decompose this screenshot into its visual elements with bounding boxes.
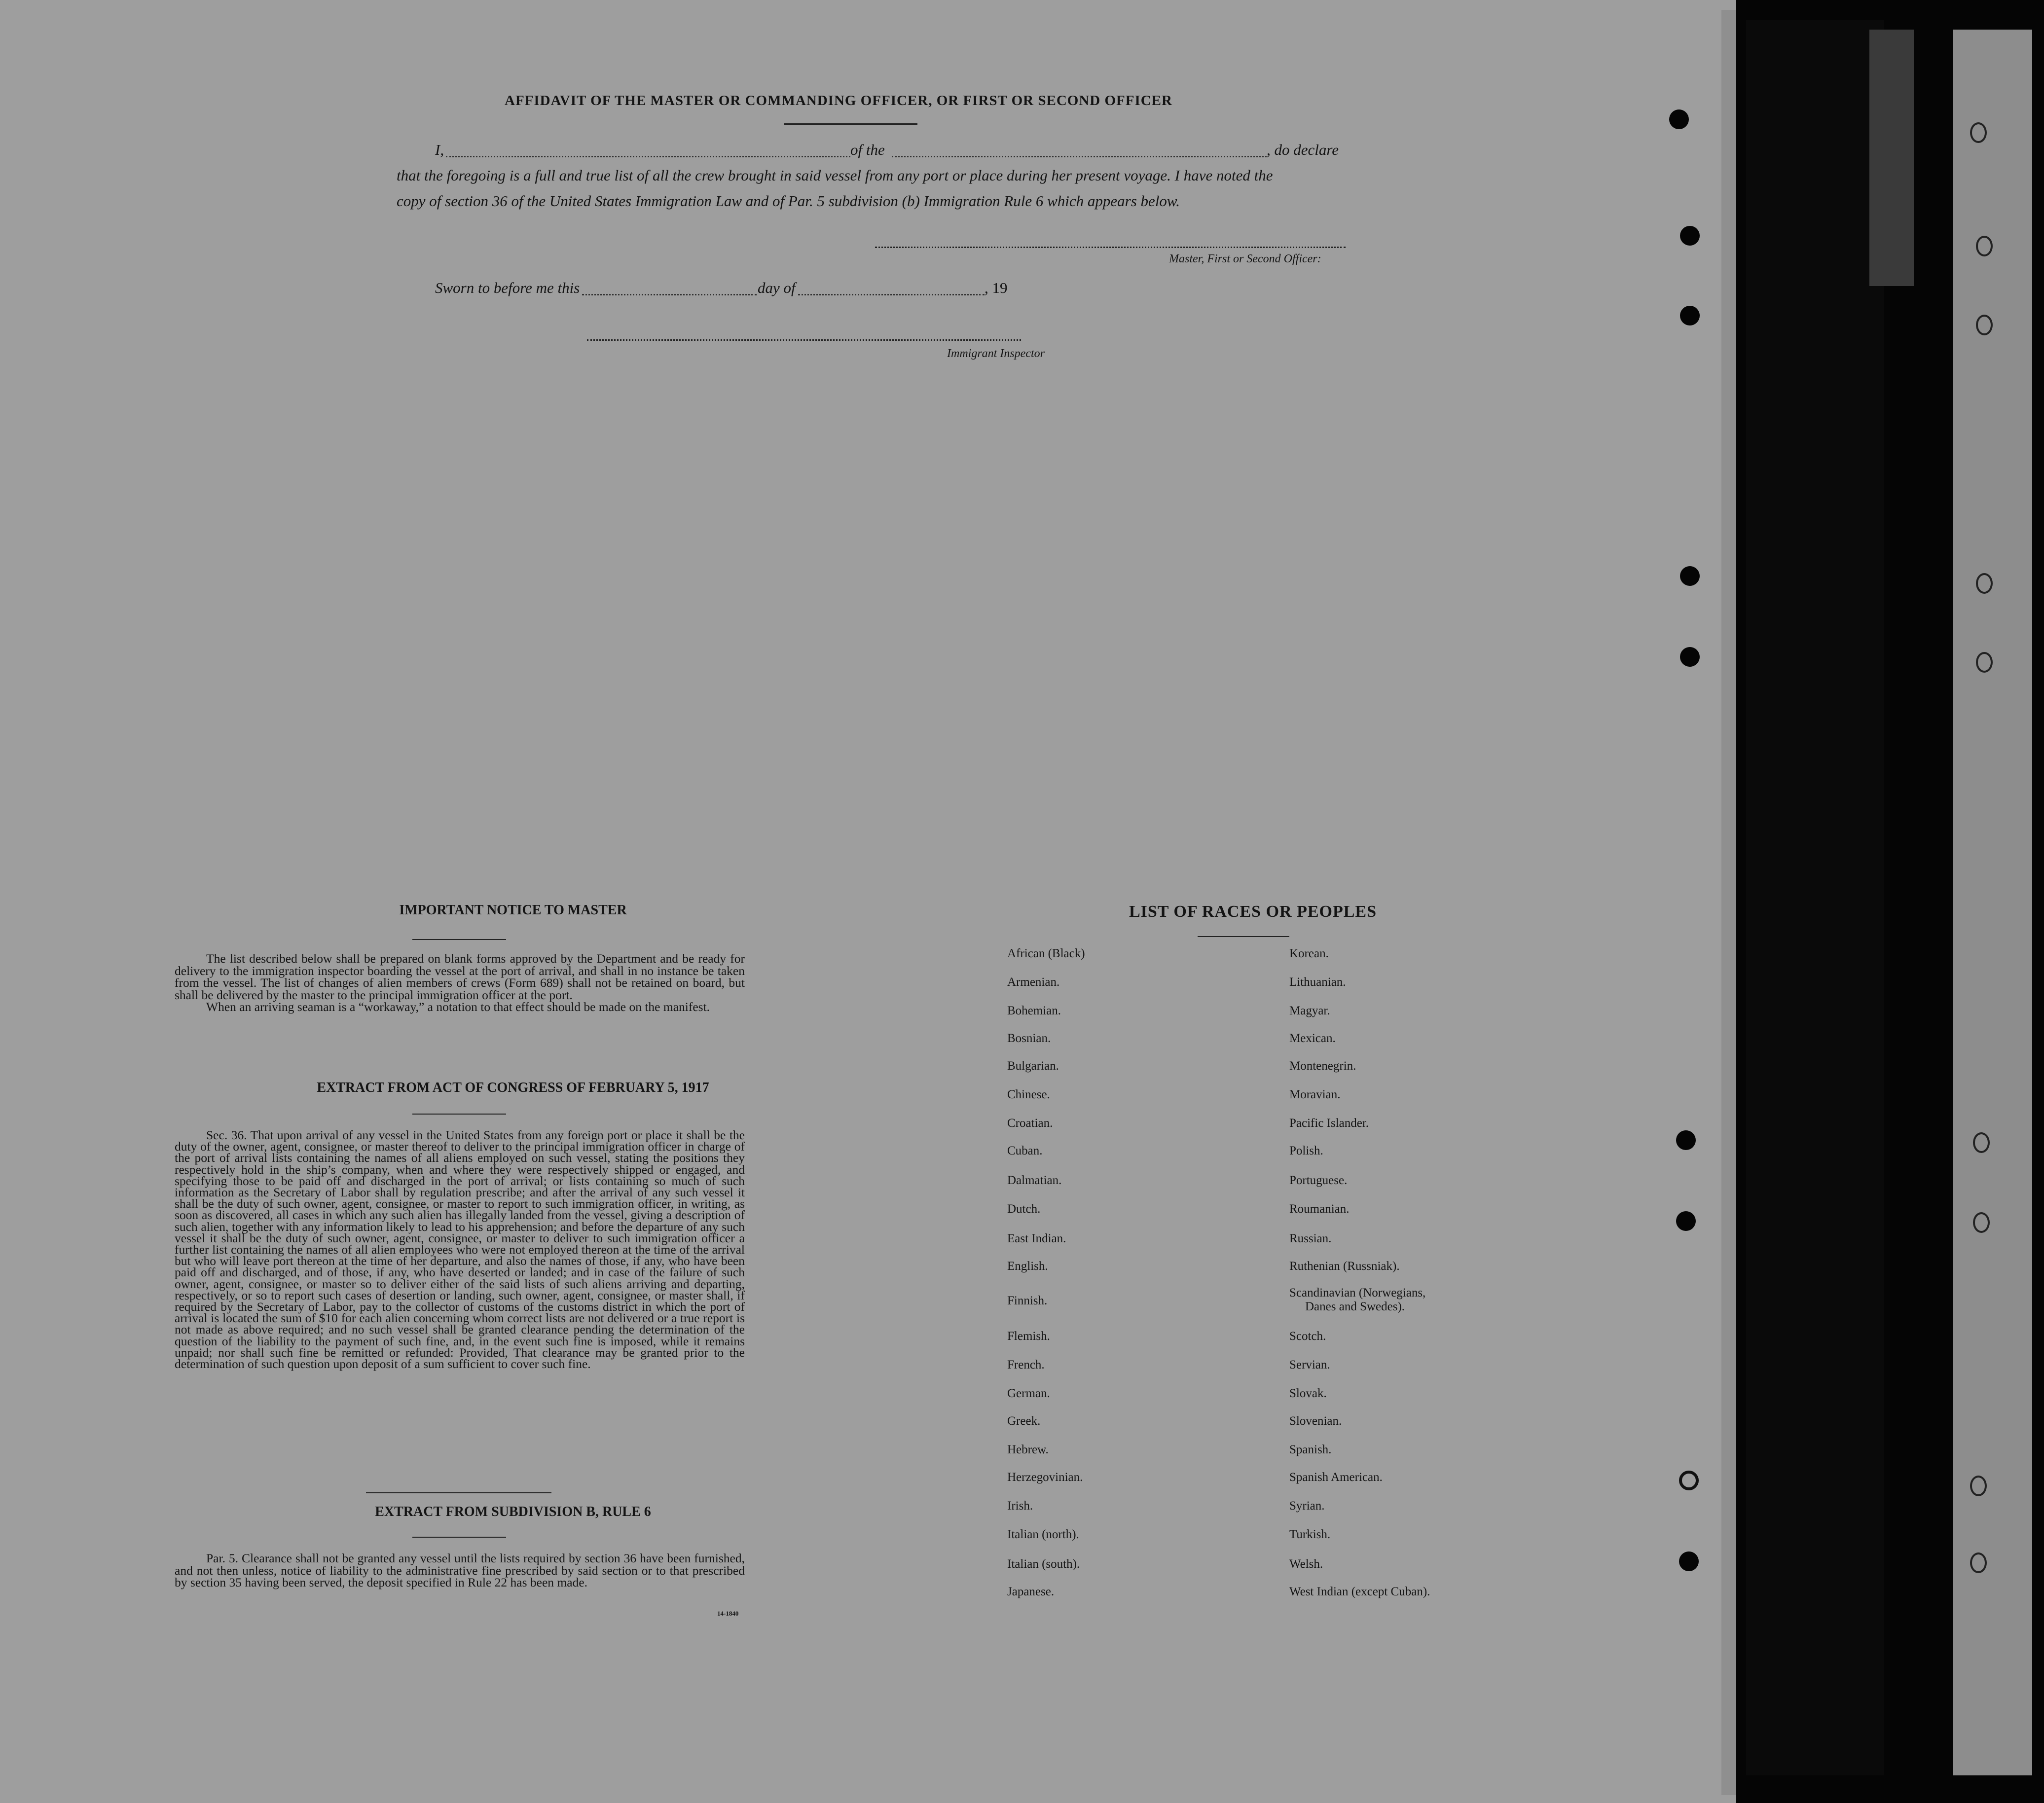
punch-hole bbox=[1676, 1130, 1696, 1150]
affidavit-title: AFFIDAVIT OF THE MASTER OR COMMANDING OFFICER, OR FIRST OR SECOND OFFICER bbox=[505, 93, 1172, 108]
race-item: English. bbox=[1007, 1260, 1048, 1273]
title-rule bbox=[784, 123, 917, 125]
rule-body bbox=[175, 1552, 745, 1589]
act-title: EXTRACT FROM ACT OF CONGRESS OF FEBRUARY 5, 1917 bbox=[317, 1080, 709, 1095]
notice-paragraph-2: When an arriving seaman is a “workaway,” a notation to that effect should be made on the manifest. bbox=[206, 1000, 710, 1014]
race-item: Slovak. bbox=[1289, 1387, 1327, 1400]
notice-paragraph-1: The list described below shall be prepared on blank forms approved by the Department and be ready for delivery to the immigration inspector boarding the vessel at the port of arrival, and shall in no instance be taken from the vessel. The list of changes of alien members of crews (Form 689) shall not be retained on board, but shall be delivered by the master to the principal immigration officer at the port. bbox=[175, 951, 745, 1002]
race-item: Ruthenian (Russniak). bbox=[1289, 1260, 1400, 1273]
race-item: Servian. bbox=[1289, 1358, 1330, 1371]
sworn-day-blank bbox=[582, 294, 757, 295]
race-item: Greek. bbox=[1007, 1414, 1041, 1428]
affidavit-line2: that the foregoing is a full and true list of all the crew brought in said vessel from any port or place during her present voyage. I have noted the bbox=[397, 167, 1273, 184]
affidavit-do-declare: , do declare bbox=[1267, 141, 1339, 158]
race-item: West Indian (except Cuban). bbox=[1289, 1585, 1430, 1598]
punch-hole bbox=[1680, 306, 1700, 325]
rule-rule bbox=[412, 1537, 506, 1538]
race-item: Lithuanian. bbox=[1289, 975, 1346, 989]
rule-paragraph: Par. 5. Clearance shall not be granted any vessel until the lists required by section 36 have been furnished, and not then unless, notice of liability to the administrative fine prescribed by said section or to that prescribed by section 35 having been served, the deposit specified in Rule 22 has been made. bbox=[175, 1551, 745, 1589]
race-item: Spanish. bbox=[1289, 1443, 1332, 1456]
race-item: Dutch. bbox=[1007, 1202, 1041, 1216]
race-item: Portuguese. bbox=[1289, 1174, 1348, 1187]
race-item: French. bbox=[1007, 1358, 1045, 1371]
race-item: Italian (south). bbox=[1007, 1557, 1080, 1571]
rule-title: EXTRACT FROM SUBDIVISION B, RULE 6 bbox=[375, 1504, 651, 1519]
notice-body bbox=[175, 953, 745, 1013]
race-item: Chinese. bbox=[1007, 1088, 1050, 1101]
race-item: East Indian. bbox=[1007, 1232, 1066, 1245]
binder-ring bbox=[1970, 1476, 1987, 1496]
affidavit-i-label: I, bbox=[435, 141, 444, 158]
binder-ring bbox=[1970, 1552, 1987, 1573]
page-edge bbox=[1721, 10, 1736, 1795]
race-item: Slovenian. bbox=[1289, 1414, 1342, 1428]
binder-ring bbox=[1976, 236, 1993, 256]
binder-strip bbox=[1746, 20, 1884, 1775]
binder-ring bbox=[1973, 1132, 1990, 1153]
race-item: Scandinavian (Norwegians, bbox=[1289, 1286, 1426, 1299]
race-item: Roumanian. bbox=[1289, 1202, 1350, 1216]
inspector-signature-line bbox=[587, 339, 1021, 341]
punch-hole bbox=[1679, 1551, 1699, 1571]
inspector-signature-label: Immigrant Inspector bbox=[947, 347, 1045, 360]
race-item: Italian (north). bbox=[1007, 1528, 1079, 1541]
race-item: Hebrew. bbox=[1007, 1443, 1049, 1456]
punch-hole bbox=[1680, 566, 1700, 586]
act-body bbox=[175, 1129, 745, 1370]
race-item: Korean. bbox=[1289, 947, 1329, 960]
day-of-label: day of bbox=[758, 279, 796, 296]
race-item: Bosnian. bbox=[1007, 1032, 1051, 1045]
binder-ring bbox=[1976, 315, 1993, 335]
binder-ring bbox=[1970, 122, 1987, 143]
act-end-rule bbox=[366, 1492, 551, 1493]
race-item: Armenian. bbox=[1007, 975, 1060, 989]
back-sheet bbox=[1953, 30, 2032, 1775]
punch-hole bbox=[1676, 1211, 1696, 1231]
race-item: Turkish. bbox=[1289, 1528, 1331, 1541]
race-item: Spanish American. bbox=[1289, 1471, 1383, 1484]
race-item: Scotch. bbox=[1289, 1330, 1326, 1343]
race-item: Mexican. bbox=[1289, 1032, 1336, 1045]
race-item: Polish. bbox=[1289, 1144, 1323, 1157]
act-section-36: Sec. 36. That upon arrival of any vessel in the United States from any foreign port or place it shall be the duty of the owner, agent, consignee, or master thereof to deliver to the principal immigration officer in charge of the port of arrival lists containing the names of all aliens employed on such vessel, stating the positions they respectively hold in the ship’s company, when and where they were respectively shipped or engaged, and specifying those to be paid off and discharged in the port of arrival; or lists containing so much of such information as the Secretary of Labor shall by regulation prescribe; and after the arrival of any such vessel it shall be the duty of such owner, agent, consignee, or master to report to such immigration officer, in writing, as soon as discovered, all cases in which any such alien has illegally landed from the vessel, giving a description of such alien, together with any information likely to lead to his apprehension; and before the departure of any such vessel it shall be the duty of such owner, agent, consignee, or master to deliver to such immigration officer a further list containing the names of all alien employees who were not employed thereon at the time of the arrival but who will leave port thereon at the time of her departure, and also the names of those, if any, who have been paid off and discharged, and of those, if any, who have deserted or landed; and in case of the failure of such owner, agent, consignee, or master so to deliver either of the said lists of such aliens arriving and departing, respectively, or so to report such cases of desertion or landing, such owner, agent, consignee, or master shall, if required by the Secretary of Labor, pay to the collector of customs of the customs district in which the port of arrival is located the sum of $10 for each alien concerning whom correct lists are not delivered or a true report is not made as above required; and no such vessel shall be granted clearance pending the determination of the question of the liability to the payment of such fine, and, in the event such fine is imposed, while it remains unpaid; nor shall such fine be remitted or refunded: Provided, That clearance may be granted prior to the determination of such question upon deposit of a sum sufficient to cover such fine. bbox=[175, 1128, 745, 1371]
race-item: German. bbox=[1007, 1387, 1050, 1400]
notice-rule bbox=[412, 939, 506, 940]
race-item: Finnish. bbox=[1007, 1294, 1048, 1307]
race-item: Bohemian. bbox=[1007, 1004, 1061, 1017]
race-item: Moravian. bbox=[1289, 1088, 1341, 1101]
race-item: Japanese. bbox=[1007, 1585, 1055, 1598]
binder-ring bbox=[1976, 573, 1993, 594]
punch-hole bbox=[1680, 226, 1700, 246]
sworn-month-blank bbox=[798, 294, 985, 295]
notice-title: IMPORTANT NOTICE TO MASTER bbox=[399, 902, 627, 918]
race-item: Bulgarian. bbox=[1007, 1059, 1059, 1073]
year-label: , 19 bbox=[985, 279, 1008, 296]
affidavit-line3: copy of section 36 of the United States Immigration Law and of Par. 5 subdivision (b) Immigration Rule 6 which appears below. bbox=[397, 192, 1180, 210]
race-item: Russian. bbox=[1289, 1232, 1332, 1245]
race-item: Irish. bbox=[1007, 1499, 1033, 1513]
punch-hole bbox=[1679, 1471, 1699, 1490]
punch-hole bbox=[1669, 109, 1689, 129]
vessel-blank bbox=[892, 156, 1267, 157]
race-item: Syrian. bbox=[1289, 1499, 1325, 1513]
race-item: Danes and Swedes). bbox=[1305, 1300, 1405, 1313]
race-item: Dalmatian. bbox=[1007, 1174, 1062, 1187]
name-blank bbox=[446, 156, 850, 157]
form-number: 14-1840 bbox=[717, 1610, 739, 1617]
race-item: Welsh. bbox=[1289, 1557, 1323, 1571]
race-item: Herzegovinian. bbox=[1007, 1471, 1083, 1484]
binding-glare bbox=[1869, 30, 1914, 286]
race-item: Montenegrin. bbox=[1289, 1059, 1356, 1073]
race-item: African (Black) bbox=[1007, 947, 1085, 960]
sworn-label: Sworn to before me this bbox=[435, 279, 580, 296]
master-signature-label: Master, First or Second Officer: bbox=[1169, 252, 1321, 265]
races-title: LIST OF RACES OR PEOPLES bbox=[1129, 902, 1377, 921]
race-item: Croatian. bbox=[1007, 1117, 1053, 1130]
act-rule bbox=[412, 1114, 506, 1115]
race-item: Pacific Islander. bbox=[1289, 1117, 1369, 1130]
race-item: Cuban. bbox=[1007, 1144, 1043, 1157]
race-item: Magyar. bbox=[1289, 1004, 1330, 1017]
binder-ring bbox=[1973, 1212, 1990, 1233]
master-signature-line bbox=[875, 247, 1346, 248]
binder-ring bbox=[1976, 652, 1993, 673]
race-item: Flemish. bbox=[1007, 1330, 1050, 1343]
races-rule bbox=[1198, 936, 1289, 937]
punch-hole bbox=[1680, 647, 1700, 667]
affidavit-of-the: of the bbox=[850, 141, 885, 158]
